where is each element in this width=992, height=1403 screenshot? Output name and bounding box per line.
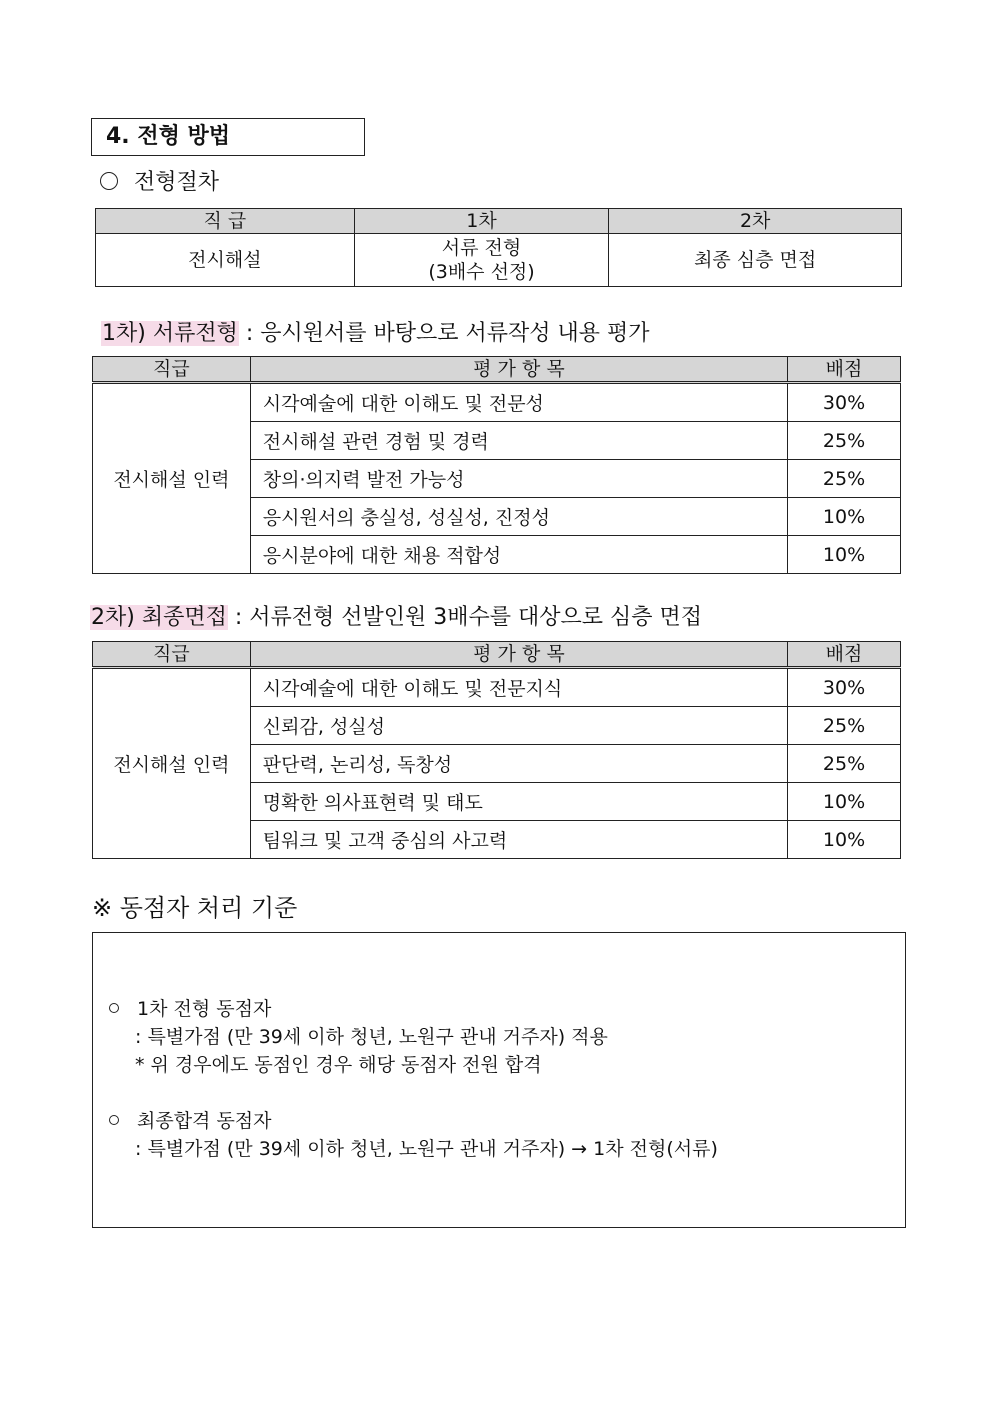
- stage1-header-score: 배점: [788, 357, 901, 383]
- tie-first-heading: [109, 996, 271, 1022]
- section-title: 4. 전형 방법: [91, 118, 365, 156]
- stage1-score: 30%: [788, 383, 901, 422]
- stage1-score: 25%: [788, 460, 901, 498]
- procedure-header-position: 직 급: [96, 209, 355, 234]
- stage2-item: 판단력, 논리성, 독창성: [250, 745, 787, 783]
- stage2-header-item: 평 가 항 목: [250, 642, 787, 668]
- stage1-position: 전시해설 인력: [93, 383, 251, 574]
- stage1-header-position: 직급: [93, 357, 251, 383]
- stage2-header-score: 배점: [788, 642, 901, 668]
- stage2-position: 전시해설 인력: [93, 668, 251, 859]
- stage1-item: 전시해설 관련 경험 및 경력: [250, 422, 787, 460]
- procedure-header-second: 2차: [609, 209, 902, 234]
- stage1-item: 응시분야에 대한 채용 적합성: [250, 536, 787, 574]
- tie-box: [92, 932, 906, 1228]
- tie-first-title: 1차 전형 동점자: [137, 998, 272, 1020]
- tie-first-note: * 위 경우에도 동점인 경우 해당 동점자 전원 합격: [135, 1054, 542, 1076]
- stage2-item: 시각예술에 대한 이해도 및 전문지식: [250, 668, 787, 707]
- stage1-score: 10%: [788, 536, 901, 574]
- stage2-score: 10%: [788, 821, 901, 859]
- stage2-score: 25%: [788, 745, 901, 783]
- procedure-first-stage: [354, 234, 609, 287]
- procedure-first-line1: 서류 전형: [441, 237, 522, 259]
- procedure-subtitle: [100, 168, 219, 198]
- stage2-heading: [90, 603, 702, 633]
- tie-final-rule: : 특별가점 (만 39세 이하 청년, 노원구 관내 거주자) → 1차 전형(서류): [135, 1138, 718, 1160]
- stage2-item: 명확한 의사표현력 및 태도: [250, 783, 787, 821]
- stage2-score: 10%: [788, 783, 901, 821]
- stage2-label: 2차) 최종면접: [91, 605, 227, 630]
- stage1-heading: [101, 319, 650, 349]
- procedure-second-stage: 최종 심층 면접: [609, 234, 902, 287]
- stage1-item: 시각예술에 대한 이해도 및 전문성: [250, 383, 787, 422]
- tie-first-rule: : 특별가점 (만 39세 이하 청년, 노원구 관내 거주자) 적용: [135, 1026, 608, 1048]
- stage1-item: 응시원서의 충실성, 성실성, 진정성: [250, 498, 787, 536]
- stage2-score: 30%: [788, 668, 901, 707]
- tie-title: ※ 동점자 처리 기준: [92, 894, 298, 922]
- stage1-item: 창의·의지력 발전 가능성: [250, 460, 787, 498]
- stage2-score: 25%: [788, 707, 901, 745]
- procedure-first-line2: (3배수 선정): [428, 261, 535, 283]
- circle-bullet-icon: [100, 172, 118, 190]
- procedure-table: [95, 208, 902, 287]
- stage2-item: 신뢰감, 성실성: [250, 707, 787, 745]
- stage2-header-position: 직급: [93, 642, 251, 668]
- ring-bullet-icon: [109, 1115, 119, 1125]
- tie-final-heading: [109, 1108, 272, 1134]
- stage1-score: 10%: [788, 498, 901, 536]
- ring-bullet-icon: [109, 1003, 119, 1013]
- stage2-table: [92, 641, 901, 859]
- procedure-header-first: 1차: [354, 209, 609, 234]
- stage2-desc: : 서류전형 선발인원 3배수를 대상으로 심층 면접: [227, 605, 702, 630]
- stage2-item: 팀워크 및 고객 중심의 사고력: [250, 821, 787, 859]
- stage1-header-item: 평 가 항 목: [250, 357, 787, 383]
- table-row: [93, 383, 901, 422]
- procedure-subtitle-text: 전형절차: [134, 170, 220, 195]
- tie-final-title: 최종합격 동점자: [137, 1110, 272, 1132]
- procedure-position: 전시해설: [96, 234, 355, 287]
- stage1-table: [92, 356, 901, 574]
- stage1-label: 1차) 서류전형: [102, 321, 238, 346]
- stage1-score: 25%: [788, 422, 901, 460]
- stage1-desc: : 응시원서를 바탕으로 서류작성 내용 평가: [238, 321, 650, 346]
- table-row: [93, 668, 901, 707]
